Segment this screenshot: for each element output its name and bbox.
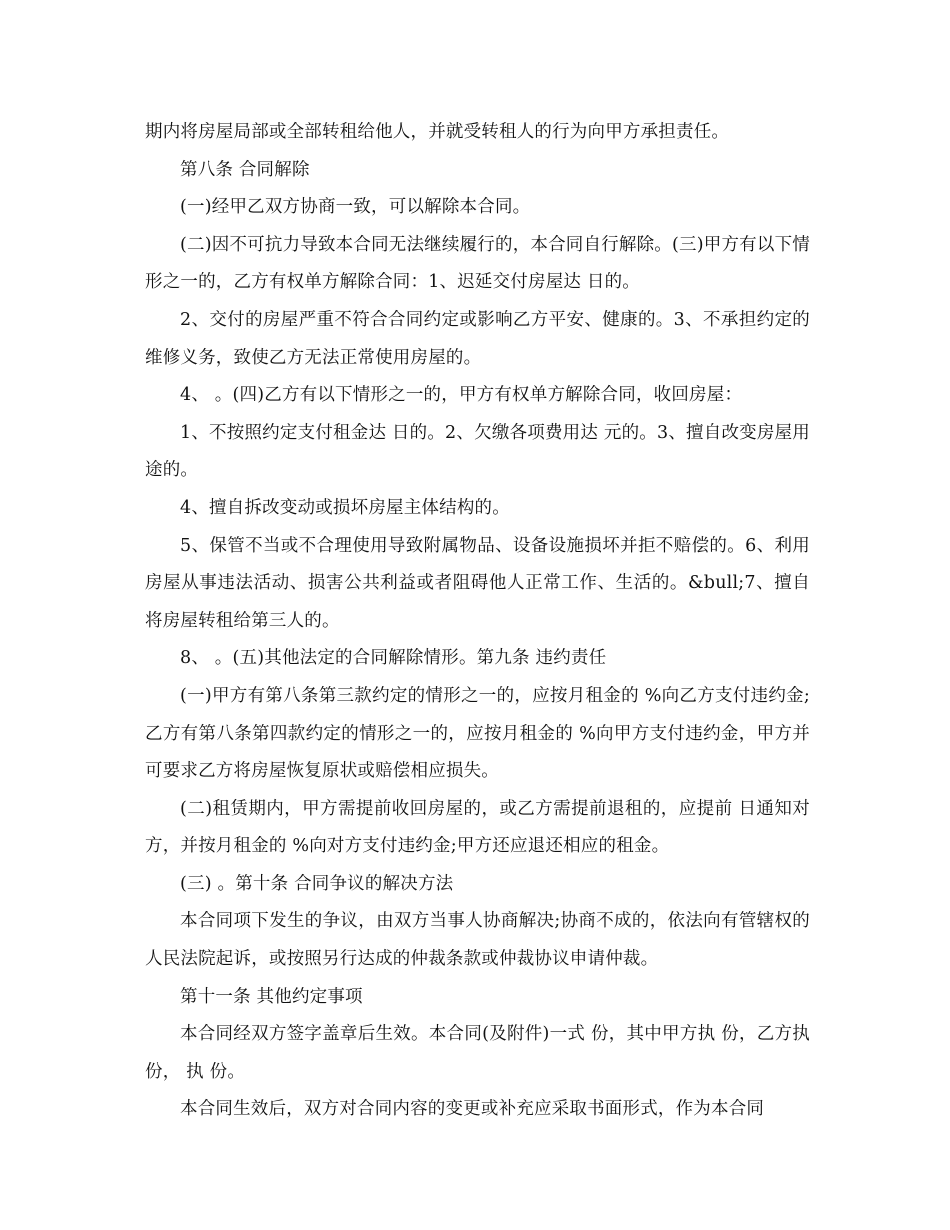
- document-body: [145, 114, 810, 1129]
- paragraph: (一)经甲乙双方协商一致，可以解除本合同。: [180, 197, 531, 218]
- section-heading-article-11: 第十一条 其他约定事项: [180, 986, 363, 1007]
- paragraph: (二)租赁期内，甲方需提前收回房屋的，或乙方需提前退租的，应提前 日通知对方，并按月租金的 %向对方支付违约金;甲方还应退还相应的租金。: [145, 798, 810, 857]
- paragraph: 本合同项下发生的争议，由双方当事人协商解决;协商不成的，依法向有管辖权的人民法院起诉，或按照另行达成的仲裁条款或仲裁协议申请仲裁。: [145, 911, 810, 970]
- paragraph: (一)甲方有第八条第三款约定的情形之一的，应按月租金的 %向乙方支付违约金;乙方有第八条第四款约定的情形之一的，应按月租金的 %向甲方支付违约金，甲方并可要求乙方将房屋恢复原状或赔偿相应损失。: [145, 685, 810, 782]
- paragraph: 本合同生效后，双方对合同内容的变更或补充应采取书面形式，作为本合同: [180, 1099, 765, 1120]
- paragraph: 5、保管不当或不合理使用导致附属物品、设备设施损坏并拒不赔偿的。6、利用房屋从事违法活动、损害公共利益或者阻碍他人正常工作、生活的。&bull;7、擅自将房屋转租给第三人的。: [145, 535, 810, 631]
- paragraph: 4、 。(四)乙方有以下情形之一的，甲方有权单方解除合同，收回房屋：: [180, 385, 743, 406]
- paragraph: 期内将房屋局部或全部转租给他人，并就受转租人的行为向甲方承担责任。: [145, 122, 730, 142]
- paragraph: 1、不按照约定支付租金达 日的。2、欠缴各项费用达 元的。3、擅自改变房屋用途的。: [145, 422, 810, 481]
- paragraph: (二)因不可抗力导致本合同无法继续履行的，本合同自行解除。(三)甲方有以下情形之一的，乙方有权单方解除合同：1、迟延交付房屋达 日的。: [145, 234, 810, 293]
- paragraph: 本合同经双方签字盖章后生效。本合同(及附件)一式 份，其中甲方执 份，乙方执 份， 执 份。: [145, 1024, 810, 1082]
- paragraph: 8、 。(五)其他法定的合同解除情形。第九条 违约责任: [180, 648, 607, 669]
- paragraph: 4、擅自拆改变动或损坏房屋主体结构的。: [180, 497, 510, 518]
- paragraph: (三) 。第十条 合同争议的解决方法: [180, 873, 454, 894]
- section-heading-article-8: 第八条 合同解除: [180, 159, 310, 180]
- paragraph: 2、交付的房屋严重不符合合同约定或影响乙方平安、健康的。3、不承担约定的维修义务，致使乙方无法正常使用房屋的。: [145, 309, 810, 368]
